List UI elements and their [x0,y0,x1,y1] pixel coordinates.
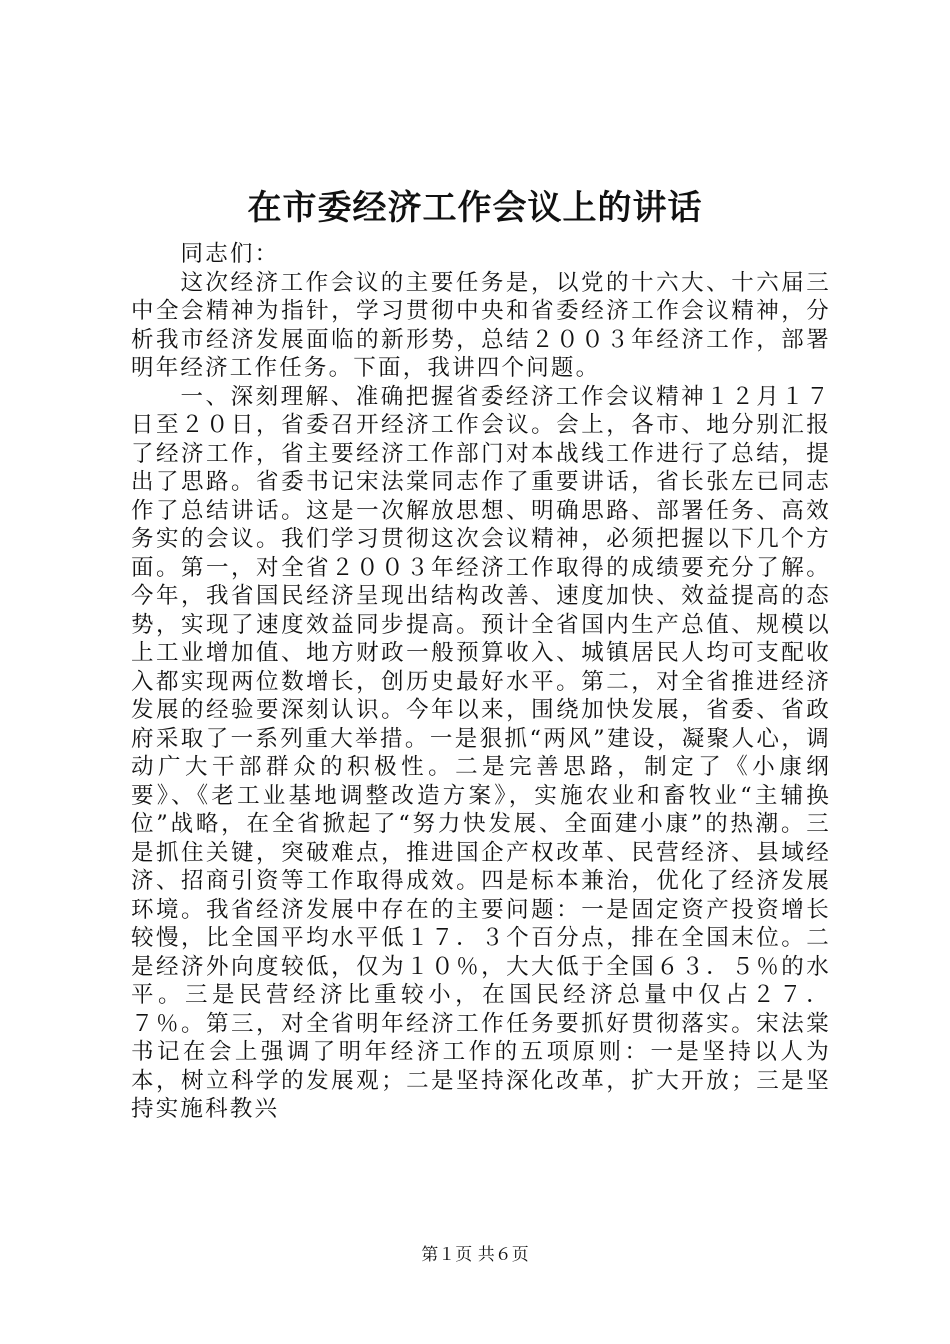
document-body [131,240,831,1124]
page-number-footer: 第１页 共６页 [421,1245,529,1265]
document-title: 在市委经济工作会议上的讲话 [247,188,703,228]
salutation: 同志们： [180,241,280,267]
paragraph-intro: 这次经济工作会议的主要任务是，以党的十六大、十六届三中全会精神为指针，学习贯彻中央和省委经济工作会议精神，分析我市经济发展面临的新形势，总结２００３年经济工作，部署明年经济工作任务。下面，我讲四个问题。 [131,269,831,381]
paragraph-section-one: 一、深刻理解、准确把握省委经济工作会议精神１２月１７日至２０日，省委召开经济工作会议。会上，各市、地分别汇报了经济工作，省主要经济工作部门对本战线工作进行了总结，提出了思路。省委书记宋法棠同志作了重要讲话，省长张左已同志作了总结讲话。这是一次解放思想、明确思路、部署任务、高效务实的会议。我们学习贯彻这次会议精神，必须把握以下几个方面。第一，对全省２００３年经济工作取得的成绩要充分了解。今年，我省国民经济呈现出结构改善、速度加快、效益提高的态势，实现了速度效益同步提高。预计全省国内生产总值、规模以上工业增加值、地方财政一般预算收入、城镇居民人均可支配收入都实现两位数增长，创历史最好水平。第二，对全省推进经济发展的经验要深刻认识。今年以来，围绕加快发展，省委、省政府采取了一系列重大举措。一是狠抓“两风”建设，凝聚人心，调动广大干部群众的积极性。二是完善思路，制定了《小康纲要》、《老工业基地调整改造方案》，实施农业和畜牧业“主辅换位”战略，在全省掀起了“努力快发展、全面建小康”的热潮。三是抓住关键，突破难点，推进国企产权改革、民营经济、县域经济、招商引资等工作取得成效。四是标本兼治，优化了经济发展环境。我省经济发展中存在的主要问题：一是固定资产投资增长较慢，比全国平均水平低１７．３个百分点，排在全国末位。二是经济外向度较低，仅为１０％，大大低于全国６３．５％的水平。三是民营经济比重较小，在国民经济总量中仅占２７．７％。第三，对全省明年经济工作任务要抓好贯彻落实。宋法棠书记在会上强调了明年经济工作的五项原则：一是坚持以人为本，树立科学的发展观；二是坚持深化改革，扩大开放；三是坚持实施科教兴 [131,383,831,1122]
